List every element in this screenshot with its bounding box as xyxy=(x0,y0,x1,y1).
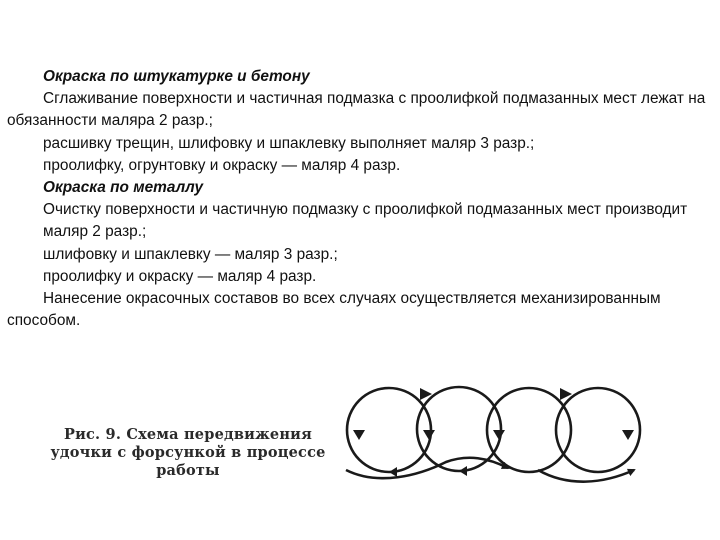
caption-line: Рис. 9. Схема передвижения xyxy=(63,426,313,443)
heading-metal: Окраска по металлу xyxy=(43,179,204,197)
caption-line: работы xyxy=(156,462,220,479)
paragraph: Нанесение окрасочных составов во всех случаях осуществляется механизированным способом. xyxy=(7,290,661,330)
paragraph: расшивку трещин, шлифовку и шпаклевку выполняет маляр 3 разр.; xyxy=(43,134,535,152)
direction-arrow-icon xyxy=(459,466,467,476)
paragraph: проолифку и окраску — маляр 4 разр. xyxy=(43,267,317,285)
paragraph: Сглаживание поверхности и частичная подмазка с проолифкой подмазанных мест лежат на обязанности маляра 2 разр.; xyxy=(7,90,706,130)
direction-arrow-icon xyxy=(423,430,435,440)
document-text xyxy=(7,66,707,332)
direction-arrow-icon xyxy=(622,430,634,440)
direction-arrow-icon xyxy=(389,467,397,477)
paragraph: шлифовку и шпаклевку — маляр 3 разр.; xyxy=(43,245,338,263)
direction-arrow-icon xyxy=(353,430,365,440)
caption-line: удочки с форсункой в процессе xyxy=(50,444,326,461)
paragraph: маляр 2 разр.; xyxy=(43,223,147,241)
spiral-loops-diagram xyxy=(338,372,710,498)
paragraph: проолифку, огрунтовку и окраску — маляр 4 разр. xyxy=(43,156,401,174)
connector-path xyxy=(538,470,634,482)
paragraph: Очистку поверхности и частичную подмазку с проолифкой подмазанных мест производит xyxy=(43,201,688,219)
heading-plaster-concrete: Окраска по штукатурке и бетону xyxy=(43,68,310,85)
figure-caption xyxy=(46,426,330,480)
direction-arrow-icon xyxy=(493,430,505,440)
